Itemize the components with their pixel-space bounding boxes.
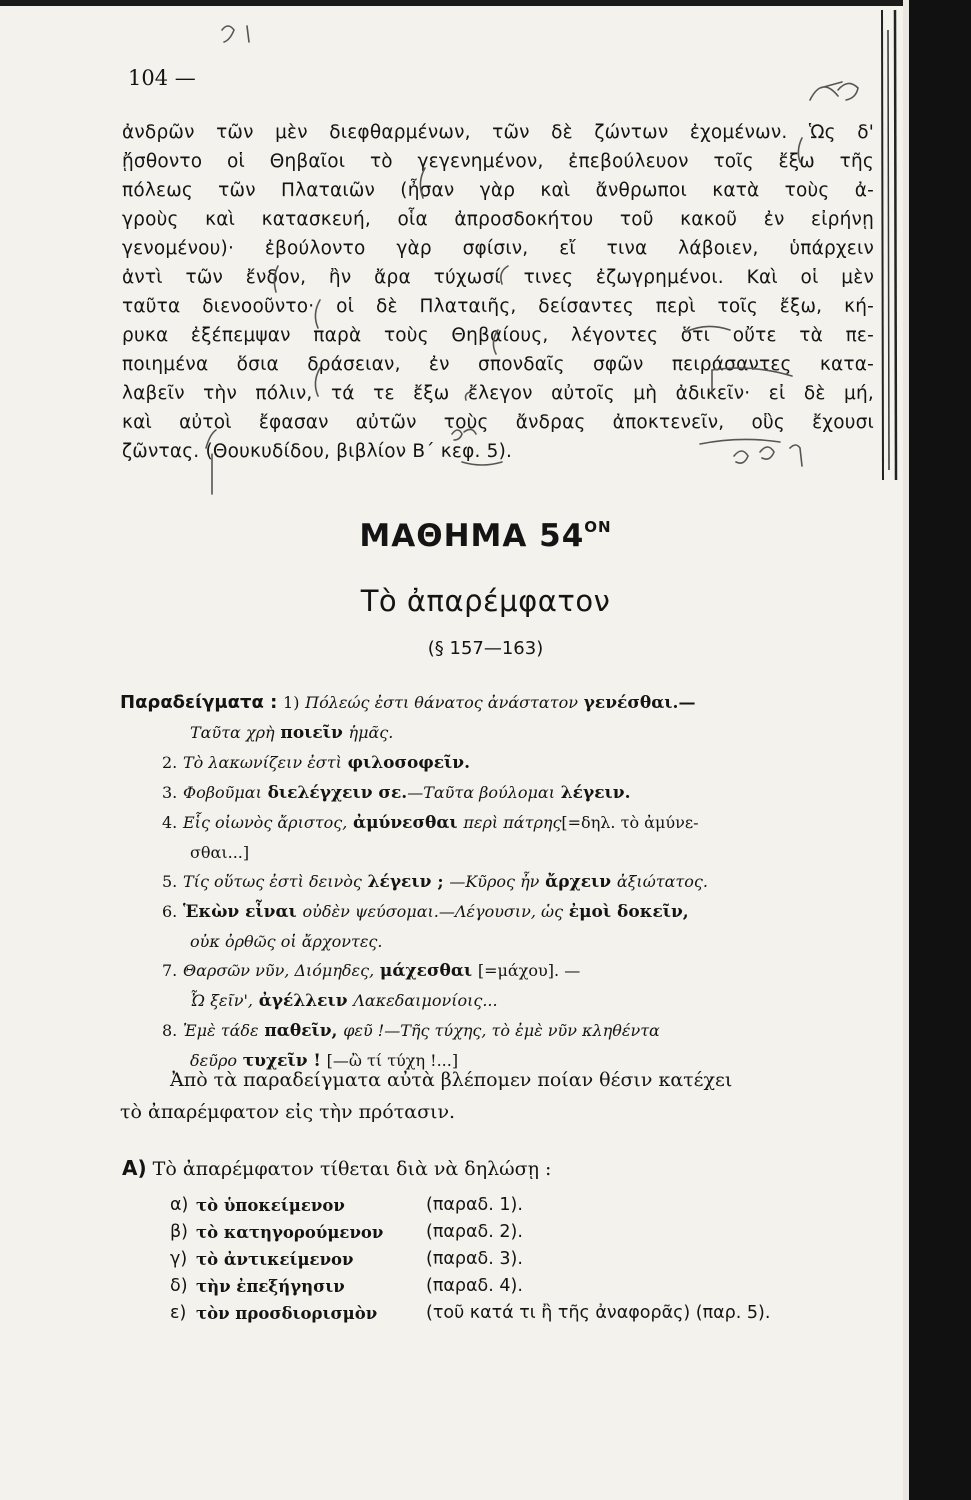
functions-list [170,1192,870,1327]
list-item: δ) τὴν ἐπεξήγησιν (παραδ. 4). [170,1276,523,1296]
example-7-cont: Ὦ ξεῖν', ἀγέλλειν Λακεδαιμονίοις... [190,991,498,1011]
example-1: Παραδείγματα : 1) Πόλεώς ἐστι θάνατος ἀνάστατον γενέσθαι.— [120,692,696,713]
scan-right-edge [903,0,971,1500]
section-a-text: Τὸ ἀπαρέμφατον τίθεται διὰ νὰ δηλώσῃ : [152,1158,552,1180]
lesson-title-text: ΜΑΘΗΜΑ 54 [359,518,585,554]
example-2: 2. Τὸ λακωνίζειν ἐστὶ φιλοσοφεῖν. [162,753,470,773]
example-6: 6. Ἑκὼν εἶναι οὐδὲν ψεύσομαι.—Λέγουσιν, ὡς ἐμοὶ δοκεῖν, [162,902,689,922]
section-reference: (§ 157—163) [427,638,544,659]
passage-line: γενομένου)· ἐβούλοντο γὰρ σφίσιν, εἴ τινα λάβοιεν, ὑπάρχειν [122,238,874,259]
passage-line: ταῦτα διενοοῦντο· οἱ δὲ Πλαταιῆς, δείσαντες περὶ τοῖς ἔξω, κή- [122,296,874,317]
example-4-cont: σθαι...] [190,843,250,862]
lesson-title-ordinal: ΟΝ [584,518,612,536]
passage-line: γροὺς καὶ κατασκευή, οἷα ἀπροσδοκήτου τοῦ κακοῦ ἐν εἰρήνῃ [122,209,874,230]
page-number: 104 — [128,66,196,90]
section-a-letter: Α) [122,1156,147,1180]
list-item: α) τὸ ὑποκείμενον (παραδ. 1). [170,1195,523,1215]
examples-block [120,688,860,1076]
lesson-title [0,518,971,554]
example-5: 5. Τίς οὕτως ἐστὶ δεινὸς λέγειν ; —Κῦρος ἦν ἄρχειν ἀξιώτατος. [162,872,708,892]
list-item: ε) τὸν προσδιορισμὸν (τοῦ κατά τι ἢ τῆς ἀναφορᾶς) (παρ. 5). [170,1303,771,1323]
passage-line: ἀντὶ τῶν ἔνδον, ἢν ἄρα τύχωσί τινες ἐζωγρημένοι. Καὶ οἱ μὲν [122,267,874,288]
intro-line: Ἀπὸ τὰ παραδείγματα αὐτὰ βλέπομεν ποίαν θέσιν κατέχει [170,1069,733,1091]
example-1-cont: Ταῦτα χρὴ ποιεῖν ἡμᾶς. [190,723,394,743]
section-a-heading [122,1156,551,1180]
example-6-cont: οὐκ ὀρθῶς οἱ ἄρχοντες. [190,932,383,951]
examples-label: Παραδείγματα : [120,692,278,713]
passage-line: ᾔσθοντο οἱ Θηβαῖοι τὸ γεγενημένον, ἐπεβούλευον τοῖς ἔξω τῆς [122,151,874,172]
passage-line: λαβεῖν τὴν πόλιν, τά τε ἔξω ἔλεγον αὐτοῖς μὴ ἀδικεῖν· εἰ δὲ μή, [122,383,874,404]
example-8: 8. Ἐμὲ τάδε παθεῖν, φεῦ !—Τῆς τύχης, τὸ ἐμὲ νῦν κληθέντα [162,1021,660,1041]
example-3: 3. Φοβοῦμαι διελέγχειν σε.—Ταῦτα βούλομαι λέγειν. [162,783,631,803]
intro-line: τὸ ἀπαρέμφατον εἰς τὴν πρότασιν. [120,1101,456,1123]
list-item: β) τὸ κατηγορούμενον (παραδ. 2). [170,1222,523,1242]
thucydides-passage [122,118,874,466]
passage-line: ποιημένα ὅσια δράσειαν, ἐν σπονδαῖς σφῶν πειράσαντες κατα- [122,354,874,375]
passage-line: καὶ αὐτοὶ ἔφασαν αὐτῶν τοὺς ἄνδρας ἀποκτενεῖν, οὓς ἔχουσι [122,412,874,433]
scan-right-edge-strip [903,0,909,1500]
list-item: γ) τὸ ἀντικείμενον (παραδ. 3). [170,1249,523,1269]
example-8-cont: δεῦρο τυχεῖν ! [—ὢ τί τύχη !...] [190,1051,459,1071]
example-7: 7. Θαρσῶν νῦν, Διόμηδες, μάχεσθαι [=μάχου]. — [162,961,581,981]
passage-line: ζῶντας. (Θουκυδίδου, βιβλίον Β΄ κεφ. 5). [122,441,513,462]
passage-line: ρυκα ἐξέπεμψαν παρὰ τοὺς Θηβαίους, λέγοντες ὅτι οὔτε τὰ πε- [122,325,874,346]
passage-line: ἀνδρῶν τῶν μὲν διεφθαρμένων, τῶν δὲ ζώντων ἐχομένων. Ὡς δ' [122,122,874,143]
example-4: 4. Εἷς οἰωνὸς ἄριστος, ἀμύνεσθαι περὶ πάτρης[=δηλ. τὸ ἀμύνε- [162,813,699,833]
lesson-topic: Τὸ ἀπαρέμφατον [360,584,611,618]
passage-line: πόλεως τῶν Πλαταιῶν (ἦσαν γὰρ καὶ ἄνθρωποι κατὰ τοὺς ἀ- [122,180,874,201]
intro-paragraph [120,1064,850,1128]
